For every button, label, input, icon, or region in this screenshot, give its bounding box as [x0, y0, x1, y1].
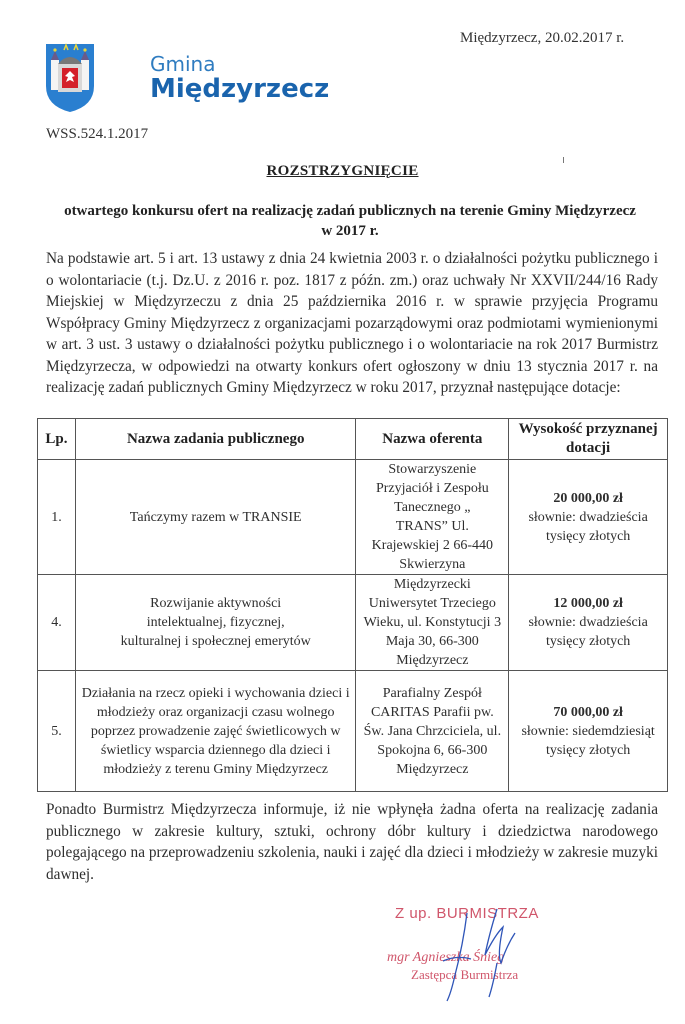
logo-line2: Międzyrzecz — [150, 74, 330, 104]
stamp-name: mgr Agnieszka Śnieg — [387, 950, 505, 965]
document-title: ROZSTRZYGNIĘCIE — [266, 163, 419, 179]
municipality-logo — [44, 42, 374, 122]
header-lp: Lp. — [38, 419, 76, 460]
header-amount: Wysokość przyznanej dotacji — [509, 419, 668, 460]
header-task: Nazwa zadania publicznego — [75, 419, 355, 460]
intro-paragraph: Na podstawie art. 5 i art. 13 ustawy z dnia 24 kwietnia 2003 r. o działalności pożytku publicznego i o wolontariacie (t.j. Dz.U. z 2016 r. poz. 1817 z późn. zm.) oraz uchwały Nr XXVII/244/16 Rady Miejskiej w Międzyrzeczu z dnia 25 października 2016 r. w sprawie przyjęcia Programu Współpracy Gminy Międzyrzecz z organizacjami pozarządowymi oraz podmiotami wymienionymi w art. 3 ust. 3 ustawy o działalności pożytku publicznego i o wolontariacie na rok 2017 Burmistrz Międzyrzecza, w odpowiedzi na otwarty konkurs ofert ogłoszony w dniu 13 stycznia 2017 r. na realizację zadań publicznych Gminy Międzyrzecz w roku 2017, przyznał następujące dotacje: — [46, 250, 658, 396]
amount-words: słownie: dwadzieścia tysięcy złotych — [528, 615, 648, 649]
amount-value: 20 000,00 zł — [553, 490, 623, 506]
row-applicant: Stowarzyszenie Przyjaciół i Zespołu Tanecznego „ TRANS” Ul. Krajewskiej 2 66-440 Skwierzyna — [356, 460, 509, 575]
place-date: Międzyrzecz, 20.02.2017 r. — [460, 30, 625, 46]
row-lp: 1. — [38, 460, 76, 575]
row-task: Rozwijanie aktywności intelektualnej, fizycznej, kulturalnej i społecznej emerytów — [75, 575, 355, 671]
document-subtitle: otwartego konkursu ofert na realizację zadań publicznych na terenie Gminy Międzyrzecz w 2017 r. — [64, 203, 636, 239]
coat-of-arms-icon — [44, 42, 96, 114]
closing-paragraph: Ponadto Burmistrz Międzyrzecza informuje, iż nie wpłynęła żadna oferta na realizację zadania publicznego w zakresie kultury, sztuki, ochrony dóbr kultury i dziedzictwa narodowego polegającego na przeprowadzeniu szkolenia, nauki i zajęć dla dzieci i młodzieży w zakresie muzyki dawnej. — [46, 801, 658, 883]
table-row — [38, 460, 668, 575]
handwritten-signature-icon — [385, 905, 565, 1015]
row-amount — [509, 575, 668, 671]
signature-stamp — [385, 905, 565, 1015]
stamp-position: Zastępca Burmistrza — [411, 967, 519, 982]
logo-line1: Gmina — [150, 52, 216, 76]
table-header-row — [38, 419, 668, 460]
row-lp: 5. — [38, 671, 76, 792]
row-lp: 4. — [38, 575, 76, 671]
logo-text — [150, 54, 329, 102]
row-applicant: Międzyrzecki Uniwersytet Trzeciego Wieku, ul. Konstytucji 3 Maja 30, 66-300 Międzyrzecz — [356, 575, 509, 671]
row-amount — [509, 460, 668, 575]
document-reference: WSS.524.1.2017 — [46, 126, 149, 142]
row-applicant: Parafialny Zespół CARITAS Parafii pw. Św. Jana Chrzciciela, ul. Spokojna 6, 66-300 Międzyrzecz — [356, 671, 509, 792]
table-row — [38, 575, 668, 671]
row-amount — [509, 671, 668, 792]
amount-value: 12 000,00 zł — [553, 596, 623, 611]
table-row — [38, 671, 668, 792]
stamp-authority: Z up. BURMISTRZA — [395, 905, 539, 922]
amount-words: słownie: dwadzieścia tysięcy złotych — [528, 509, 648, 544]
amount-words: słownie: siedemdziesiąt tysięcy złotych — [521, 723, 655, 758]
amount-value: 70 000,00 zł — [553, 704, 623, 720]
row-task: Tańczymy razem w TRANSIE — [75, 460, 355, 575]
grants-table — [37, 418, 668, 792]
header-applicant: Nazwa oferenta — [356, 419, 509, 460]
row-task: Działania na rzecz opieki i wychowania dzieci i młodzieży oraz organizacji czasu wolnego poprzez prowadzenie zajęć świetlicowych w świetlicy wsparcia dziennego dla dzieci i młodzieży z terenu Gminy Międzyrzecz — [75, 671, 355, 792]
